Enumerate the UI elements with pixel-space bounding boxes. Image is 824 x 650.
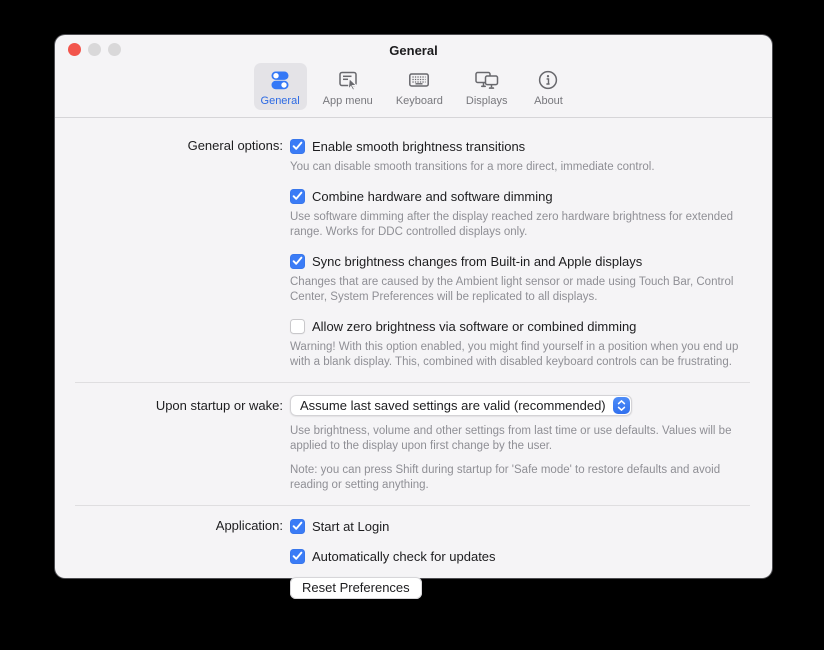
tab-general-label: General: [260, 95, 300, 107]
section-application: [55, 518, 750, 599]
tab-general[interactable]: [254, 63, 307, 110]
tab-keyboard-label: Keyboard: [395, 95, 443, 107]
checkbox-label: Combine hardware and software dimming: [312, 188, 553, 204]
section-startup: [55, 395, 750, 493]
smooth-transitions-checkbox[interactable]: [290, 139, 305, 154]
info-icon: [536, 67, 560, 93]
sync-brightness-checkbox[interactable]: [290, 254, 305, 269]
checkbox-label: Sync brightness changes from Built-in and Apple displays: [312, 253, 643, 269]
option-description: Use software dimming after the display reached zero hardware brightness for extended range. Works for DDC controlled displays only.: [290, 211, 733, 238]
zero-brightness-checkbox[interactable]: [290, 319, 305, 334]
section-label: Application:: [215, 518, 283, 533]
checkbox-row-auto-updates: [290, 548, 750, 564]
tab-keyboard[interactable]: [389, 63, 450, 110]
traffic-lights: [68, 43, 121, 56]
reset-preferences-button[interactable]: Reset Preferences: [290, 577, 422, 599]
checkbox-row-start-at-login: [290, 518, 750, 534]
checkbox-row-combine-dimming: [290, 188, 750, 204]
app-menu-icon: [336, 67, 360, 93]
window-title: General: [389, 43, 438, 58]
section-divider: [75, 382, 750, 383]
combine-dimming-checkbox[interactable]: [290, 189, 305, 204]
auto-updates-checkbox[interactable]: [290, 549, 305, 564]
checkbox-label: Start at Login: [312, 518, 390, 534]
checkbox-row-zero-brightness: [290, 318, 750, 334]
checkbox-label: Enable smooth brightness transitions: [312, 138, 526, 154]
toolbar: [55, 63, 772, 117]
close-button[interactable]: [68, 43, 81, 56]
section-divider: [75, 505, 750, 506]
checkbox-row-sync-brightness: [290, 253, 750, 269]
checkbox-row-smooth-transitions: [290, 138, 750, 154]
tab-app-menu[interactable]: [316, 63, 380, 110]
option-description: Warning! With this option enabled, you might find yourself in a position when you end up with a blank display. This, combined with disabled keyboard controls can be frustrating.: [290, 341, 739, 368]
toggles-icon: [268, 67, 292, 93]
displays-icon: [473, 67, 501, 93]
startup-note: Note: you can press Shift during startup for 'Safe mode' to restore defaults and avoid reading or setting anything.: [290, 464, 721, 491]
checkbox-label: Automatically check for updates: [312, 548, 496, 564]
startup-behavior-dropdown[interactable]: [290, 395, 632, 416]
titlebar: [55, 35, 772, 63]
dropdown-value: Assume last saved settings are valid (recommended): [300, 398, 606, 413]
keyboard-icon: [407, 67, 431, 93]
section-label: Upon startup or wake:: [155, 398, 283, 413]
minimize-button[interactable]: [88, 43, 101, 56]
tab-about-label: About: [534, 95, 563, 107]
checkbox-label: Allow zero brightness via software or combined dimming: [312, 318, 637, 334]
option-description: You can disable smooth transitions for a more direct, immediate control.: [290, 161, 655, 173]
settings-content: [55, 118, 772, 599]
startup-description: Use brightness, volume and other settings from last time or use defaults. Values will be applied to the display upon first change by the user.: [290, 425, 732, 452]
section-label: General options:: [187, 138, 283, 153]
tab-displays-label: Displays: [465, 95, 508, 107]
tab-displays[interactable]: [459, 63, 515, 110]
preferences-window: [55, 35, 772, 595]
start-at-login-checkbox[interactable]: [290, 519, 305, 534]
startup-dropdown-row: [290, 395, 750, 416]
zoom-button[interactable]: [108, 43, 121, 56]
tab-about[interactable]: [523, 63, 573, 110]
section-general-options: [55, 138, 750, 370]
option-description: Changes that are caused by the Ambient light sensor or made using Touch Bar, Control Center, System Preferences will be replicated to all displays.: [290, 276, 734, 303]
tab-app-menu-label: App menu: [322, 95, 373, 107]
chevron-up-down-icon: [613, 397, 630, 414]
